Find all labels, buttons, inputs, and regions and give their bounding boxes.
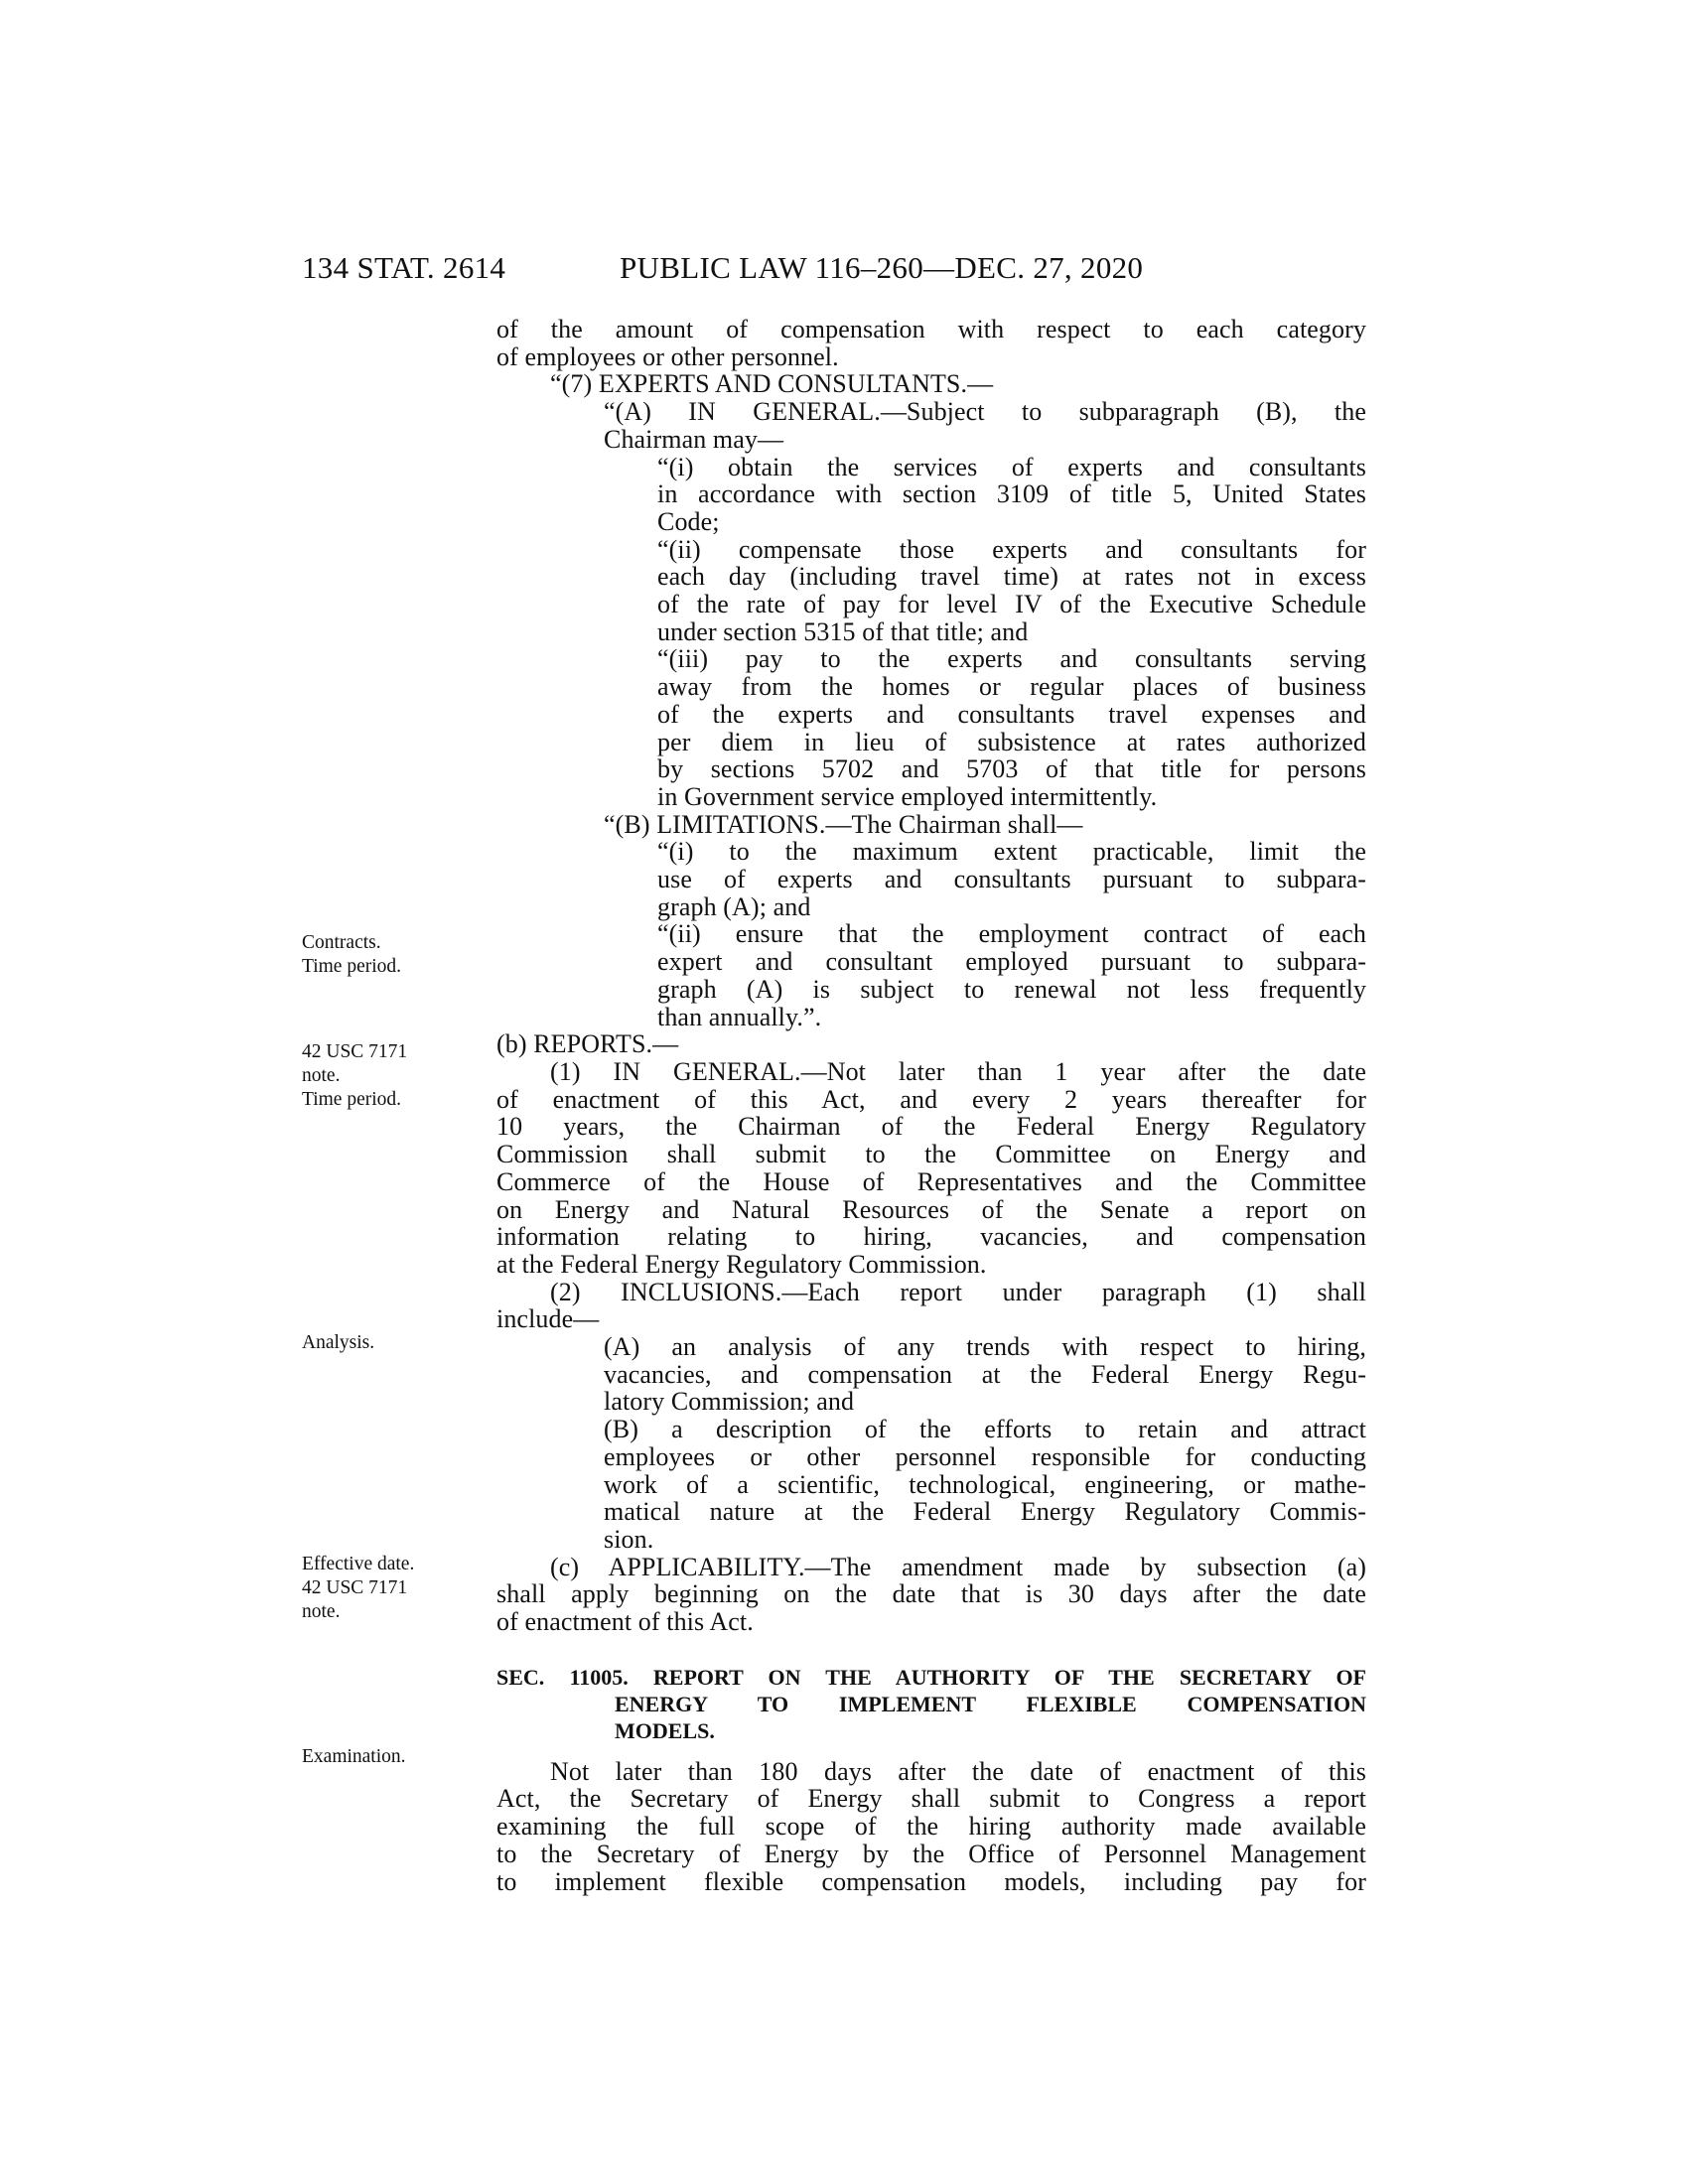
text-line: away from the homes or regular places of business [657, 672, 1366, 702]
text-line: under section 5315 of that title; and [657, 616, 1029, 646]
text-line: information relating to hiring, vacancies, and compensation [496, 1222, 1366, 1252]
section-heading-line: MODELS. [615, 1717, 715, 1743]
text-line: of the experts and consultants travel expenses and [657, 699, 1366, 729]
text-line: Chairman may— [604, 424, 784, 454]
margin-note-line: 42 USC 7171 [302, 1041, 408, 1062]
text-line: graph (A) is subject to renewal not less frequently [657, 974, 1366, 1004]
text-line: “(iii) pay to the experts and consultants serving [657, 644, 1366, 674]
margin-note-line: Time period. [302, 956, 402, 977]
text-line: “(ii) compensate those experts and consultants for [657, 534, 1366, 564]
margin-note-analysis [302, 1331, 461, 1355]
text-line: (c) APPLICABILITY.—The amendment made by subsection (a) [550, 1552, 1366, 1581]
paragraph-heading: “(7) EXPERTS AND CONSULTANTS.— [550, 369, 994, 399]
text-line: “(i) obtain the services of experts and consultants [657, 452, 1366, 481]
text-line: of the rate of pay for level IV of the Executive Schedule [657, 590, 1366, 619]
margin-note-line: Contracts. [302, 932, 381, 953]
text-line: than annually.”. [657, 1002, 822, 1031]
text-line: of enactment of this Act, and every 2 years thereafter for [496, 1084, 1366, 1114]
text-line: “(B) LIMITATIONS.—The Chairman shall— [604, 809, 1083, 839]
text-line: “(A) IN GENERAL.—Subject to subparagraph (B), the [604, 397, 1366, 427]
statute-page-reference: 134 STAT. 2614 [302, 250, 506, 285]
text-line: (B) a description of the efforts to retain and attract [604, 1415, 1366, 1444]
text-line: Not later than 180 days after the date of enactment of this [550, 1756, 1366, 1786]
text-line: at the Federal Energy Regulatory Commission. [496, 1249, 987, 1279]
text-line: in accordance with section 3109 of title 5, United States [657, 479, 1366, 509]
text-line: sion. [604, 1524, 654, 1554]
section-heading-line: SEC. 11005. REPORT ON THE AUTHORITY OF THE SECRETARY OF [496, 1664, 1366, 1690]
text-line: to the Secretary of Energy by the Office of Personnel Management [496, 1839, 1366, 1868]
text-line: each day (including travel time) at rates not in excess [657, 562, 1366, 592]
text-line: of the amount of compensation with respect to each category [496, 315, 1366, 343]
text-line: Act, the Secretary of Energy shall submit to Congress a report [496, 1784, 1366, 1814]
text-line: on Energy and Natural Resources of the Senate a report on [496, 1194, 1366, 1224]
text-line: 10 years, the Chairman of the Federal Energy Regulatory [496, 1112, 1366, 1142]
section-heading-line: ENERGY TO IMPLEMENT FLEXIBLE COMPENSATION [615, 1691, 1366, 1716]
text-line: vacancies, and compensation at the Federal Energy Regu- [604, 1359, 1366, 1389]
margin-note-usc-reports [302, 1040, 461, 1112]
margin-note-line: Analysis. [302, 1332, 375, 1353]
text-line: Code; [657, 506, 720, 536]
public-law-running-head: PUBLIC LAW 116–260—DEC. 27, 2020 [620, 250, 1144, 285]
text-line: graph (A); and [657, 891, 811, 921]
text-line: in Government service employed intermittently. [657, 781, 1158, 811]
text-line: (1) IN GENERAL.—Not later than 1 year after the date [550, 1056, 1366, 1086]
text-line: expert and consultant employed pursuant to subpara- [657, 947, 1366, 977]
margin-note-line: note. [302, 1065, 341, 1086]
text-line: Commission shall submit to the Committee on Energy and [496, 1140, 1366, 1169]
text-line: (2) INCLUSIONS.—Each report under paragraph (1) shall [550, 1277, 1366, 1306]
margin-note-line: note. [302, 1601, 341, 1622]
text-line: of enactment of this Act. [496, 1607, 754, 1637]
section-heading [496, 1664, 1366, 1744]
text-line: by sections 5702 and 5703 of that title for persons [657, 754, 1366, 784]
text-line: of employees or other personnel. [496, 341, 839, 371]
text-line: work of a scientific, technological, engineering, or mathe- [604, 1469, 1366, 1499]
text-line: “(i) to the maximum extent practicable, limit the [657, 837, 1366, 867]
text-line: shall apply beginning on the date that is 30 days after the date [496, 1579, 1366, 1609]
text-line: per diem in lieu of subsistence at rates authorized [657, 727, 1366, 756]
margin-note-examination [302, 1745, 461, 1769]
text-line: examining the full scope of the hiring authority made available [496, 1812, 1366, 1842]
text-line: Commerce of the House of Representatives and the Committee [496, 1166, 1366, 1196]
margin-note-effective-date [302, 1553, 461, 1624]
margin-note-line: Effective date. [302, 1554, 415, 1574]
text-line: (A) an analysis of any trends with respect to hiring, [604, 1332, 1366, 1362]
margin-note-line: 42 USC 7171 [302, 1577, 408, 1598]
text-line: employees or other personnel responsible for conducting [604, 1441, 1366, 1471]
margin-note-line: Time period. [302, 1089, 402, 1110]
margin-note-contracts [302, 931, 461, 979]
margin-note-line: Examination. [302, 1746, 406, 1767]
text-line: matical nature at the Federal Energy Regulatory Commis- [604, 1497, 1366, 1527]
text-line: to implement flexible compensation models, including pay for [496, 1866, 1366, 1896]
text-line: include— [496, 1304, 600, 1334]
section-body [496, 1758, 1366, 1896]
text-line: use of experts and consultants pursuant to subpara- [657, 865, 1366, 894]
text-line: latory Commission; and [604, 1387, 855, 1417]
subsection-heading: (b) REPORTS.— [496, 1029, 679, 1059]
statute-body [496, 316, 1366, 1895]
text-line: “(ii) ensure that the employment contract of each [657, 919, 1366, 949]
